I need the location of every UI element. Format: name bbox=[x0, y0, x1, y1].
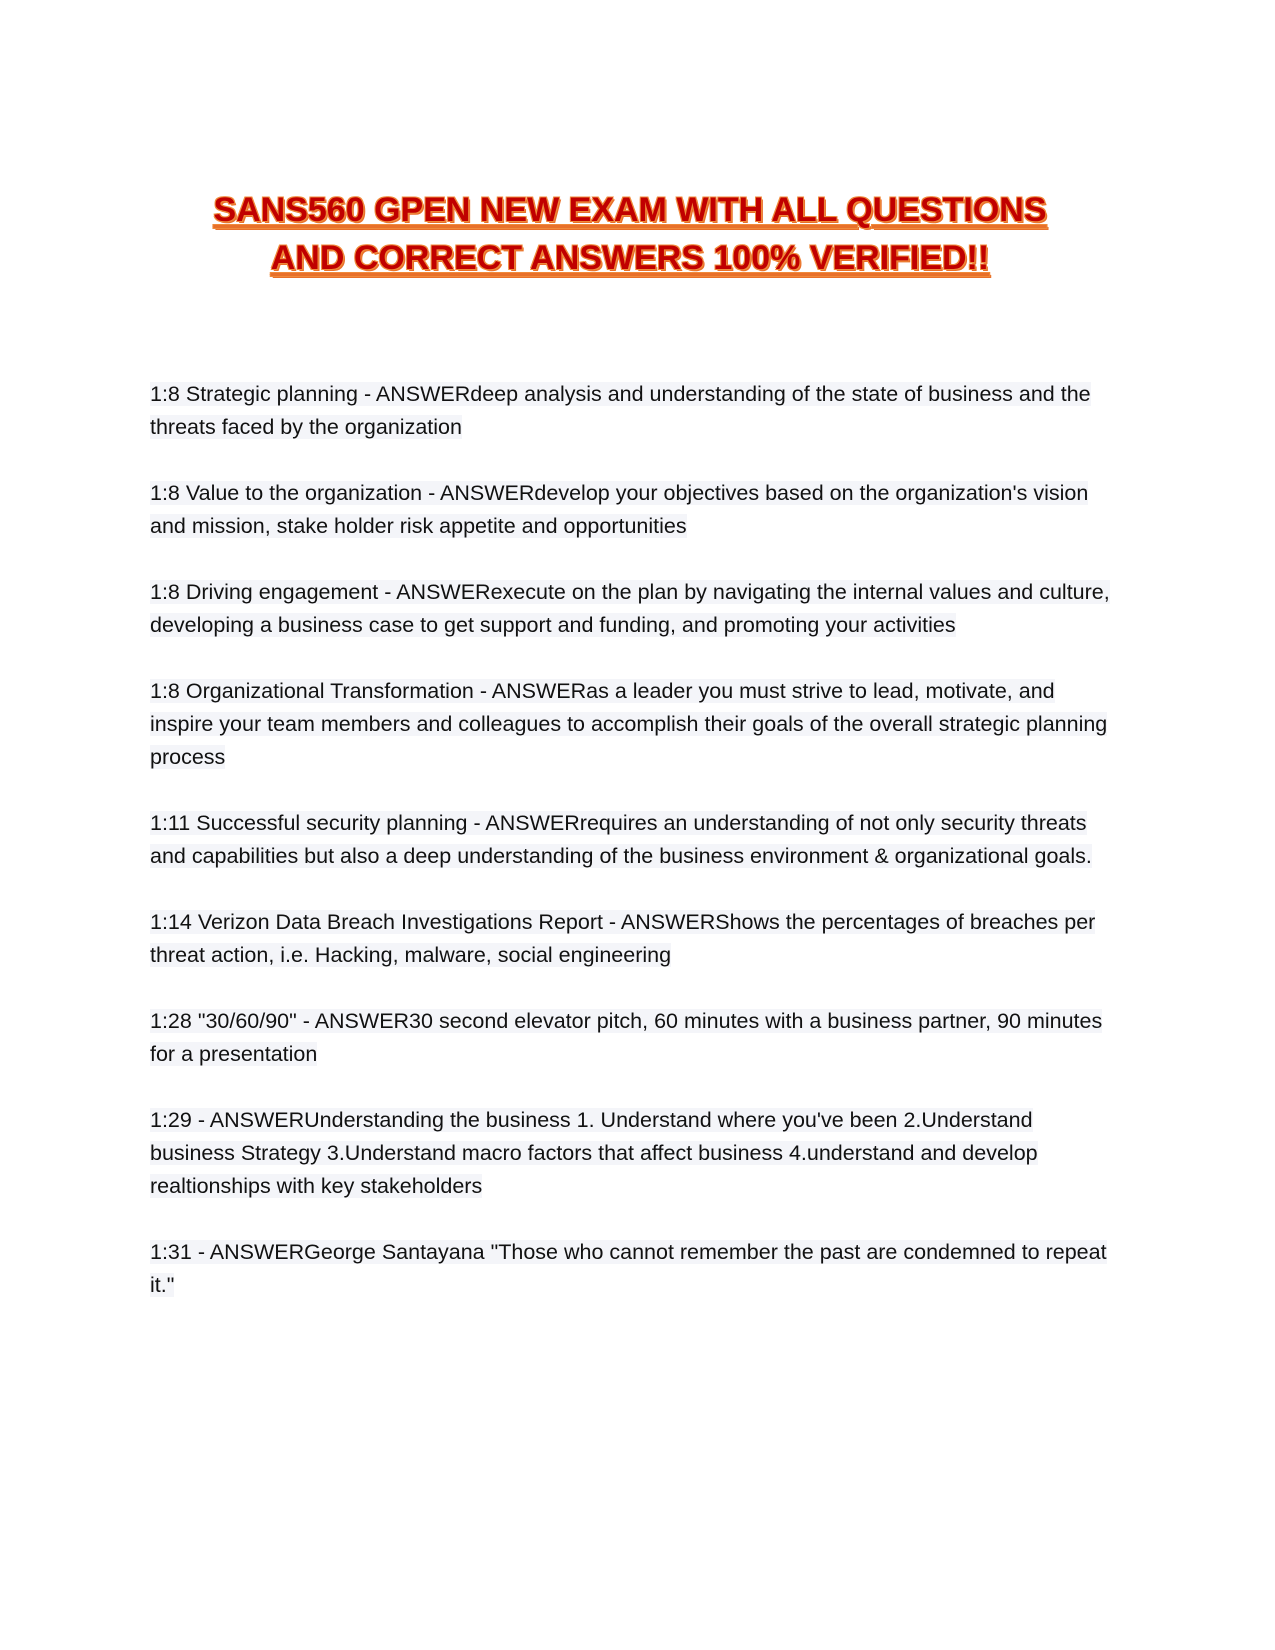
qa-item: 1:11 Successful security planning - ANSWERrequires an understanding of not only security threats and capabilities but also a deep understanding of the business environment & organizational goals. bbox=[150, 811, 1092, 868]
qa-item: 1:31 - ANSWERGeorge Santayana "Those who cannot remember the past are condemned to repeat it." bbox=[150, 1240, 1107, 1297]
qa-list bbox=[150, 378, 1115, 1335]
qa-item: 1:8 Organizational Transformation - ANSWERas a leader you must strive to lead, motivate, and inspire your team members and colleagues to accomplish their goals of the overall strategic planning process bbox=[150, 679, 1108, 769]
qa-item: 1:29 - ANSWERUnderstanding the business 1. Understand where you've been 2.Understand business Strategy 3.Understand macro factors that affect business 4.understand and develop realtionships with key stakeholders bbox=[150, 1108, 1038, 1198]
title-line-2: AND CORRECT ANSWERS 100% VERIFIED!! bbox=[270, 239, 990, 277]
title-line-1: SANS560 GPEN NEW EXAM WITH ALL QUESTIONS bbox=[213, 191, 1047, 229]
qa-item: 1:28 "30/60/90" - ANSWER30 second elevator pitch, 60 minutes with a business partner, 90 minutes for a presentation bbox=[150, 1009, 1103, 1066]
qa-item: 1:8 Driving engagement - ANSWERexecute on the plan by navigating the internal values and culture, developing a business case to get support and funding, and promoting your activities bbox=[150, 580, 1110, 637]
document-title bbox=[140, 186, 1120, 282]
qa-item: 1:8 Value to the organization - ANSWERdevelop your objectives based on the organization's vision and mission, stake holder risk appetite and opportunities bbox=[150, 481, 1089, 538]
qa-item: 1:14 Verizon Data Breach Investigations Report - ANSWERShows the percentages of breaches per threat action, i.e. Hacking, malware, social engineering bbox=[150, 910, 1096, 967]
qa-item: 1:8 Strategic planning - ANSWERdeep analysis and understanding of the state of business and the threats faced by the organization bbox=[150, 382, 1091, 439]
